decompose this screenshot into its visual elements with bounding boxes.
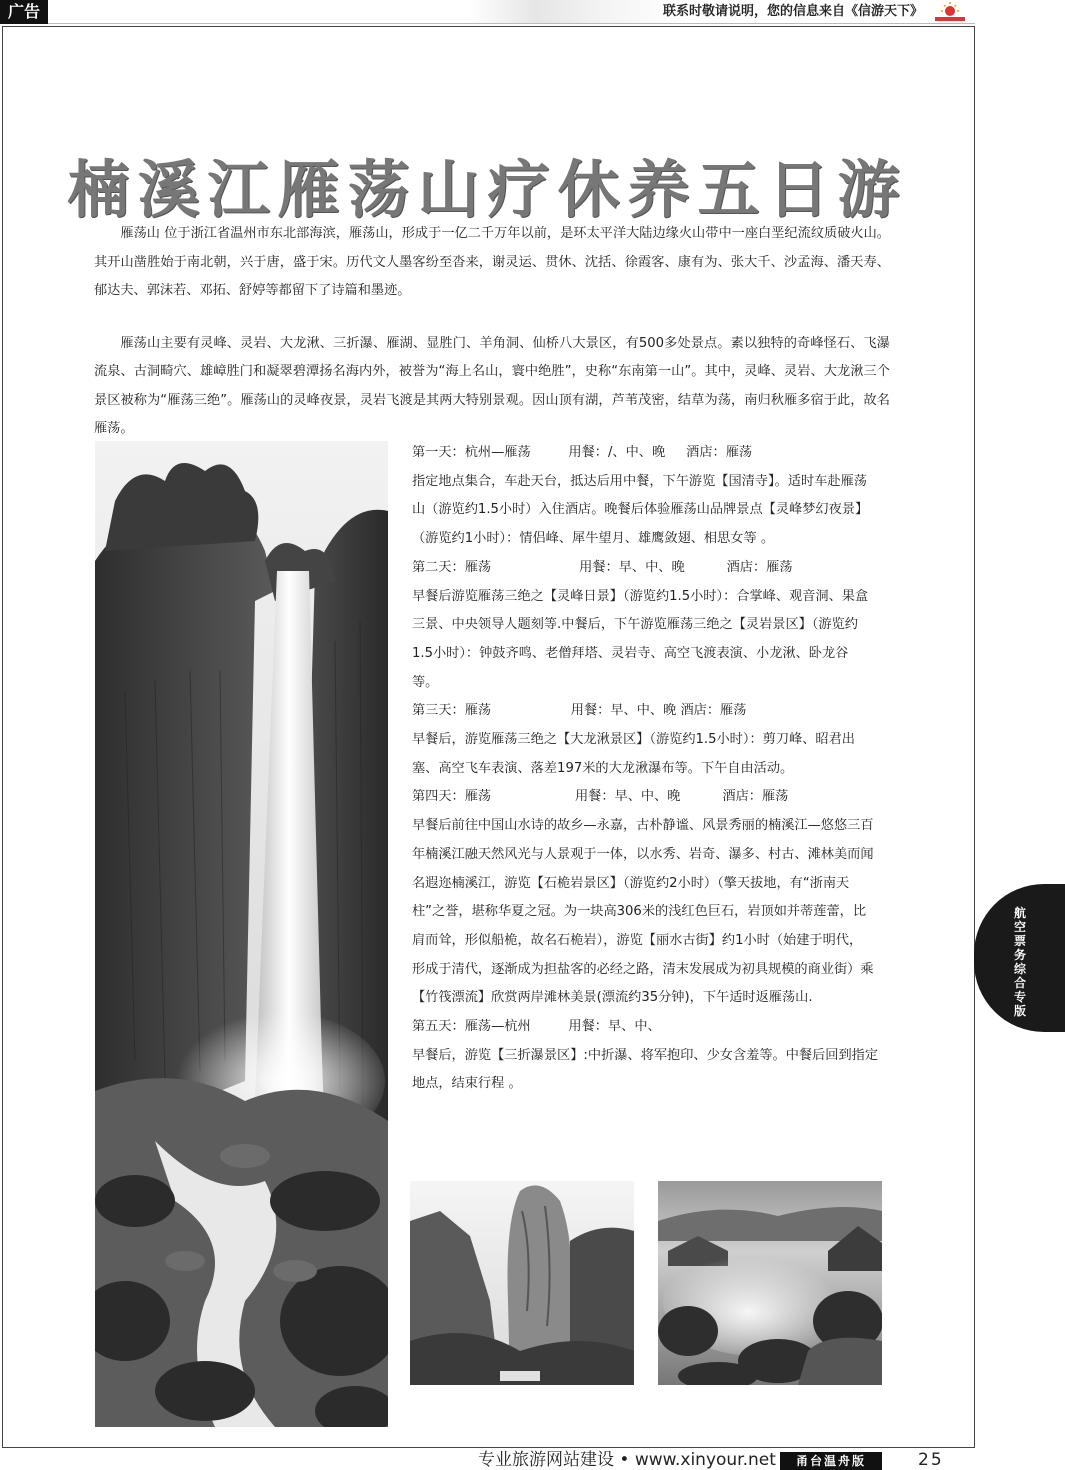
itinerary-line: 第一天：杭州—雁荡 用餐：/、中、晚 酒店：雁荡 <box>412 445 753 460</box>
itinerary-line: （游览约1小时）：情侣峰、犀牛望月、雄鹰敛翅、相思女等 。 <box>412 531 775 547</box>
garden-village-photo <box>658 1181 882 1385</box>
itinerary-line: 地点，结束行程 。 <box>412 1076 522 1092</box>
source-note: 联系时敬请说明，您的信息来自《信游天下》 <box>662 4 923 19</box>
itinerary-line: 等。 <box>412 674 439 690</box>
page-title: 楠溪江雁荡山疗休养五日游 <box>67 153 908 226</box>
intro-paragraph-1: 雁荡山 位于浙江省温州市东北部海滨，雁荡山，形成于一亿二千万年以前，是环太平洋大陆边缘火山带中一座白垩纪流纹质破火山。其开山凿胜始于南北朝，兴于唐，盛于宋。历代文人墨客纷至沓来，谢灵运、贯休、沈括、徐霞客、康有为、张大千、沙孟海、潘天寿、郁达夫、郭沫若、邓拓、舒婷等都留下了诗篇和墨迹。 <box>94 226 890 298</box>
footer <box>470 1450 900 1470</box>
xinyou-logo <box>929 1 971 23</box>
section-side-tab <box>974 884 1065 1032</box>
itinerary-line: 形成于清代，逐渐成为担盐客的必经之路，清末发展成为初具规模的商业街）乘 <box>412 961 874 977</box>
intro-paragraph-2: 雁荡山主要有灵峰、灵岩、大龙湫、三折瀑、雁湖、显胜门、羊角洞、仙桥八大景区，有500多处景点。素以独特的奇峰怪石、飞瀑流泉、古洞畸穴、雄嶂胜门和凝翠碧潭扬名海内外，被誉为“海上名山，寰中绝胜”，史称“东南第一山”。其中，灵峰、灵岩、大龙湫三个景区被称为“雁荡三绝”。雁荡山的灵峰夜景，灵岩飞渡是其两大特别景观。因山顶有湖，芦苇茂密，结草为荡，南归秋雁多宿于此，故名雁荡。 <box>94 335 890 436</box>
ad-tag: 广告 <box>0 0 48 24</box>
itinerary-line: 第三天：雁荡 用餐：早、中、晚 酒店：雁荡 <box>412 703 747 719</box>
rock-peak-photo <box>410 1181 634 1385</box>
itinerary-line: 三景、中央领导人题刻等.中餐后，下午游览雁荡三绝之【灵岩景区】（游览约 <box>412 617 858 633</box>
itinerary-line: 第四天：雁荡 用餐：早、中、晚 酒店：雁荡 <box>412 789 789 805</box>
itinerary-line: 指定地点集合，车赴天台，抵达后用中餐，下午游览【国清寺】。适时车赴雁荡 <box>412 473 867 489</box>
itinerary-line: 早餐后，游览【三折瀑景区】:中折瀑、将军抱印、少女含羞等。中餐后回到指定 <box>412 1047 879 1063</box>
itinerary-line: 早餐后游览雁荡三绝之【灵峰日景】（游览约1.5小时）：合掌峰、观音洞、果盒 <box>412 588 869 604</box>
itinerary-line: 名遐迩楠溪江，游览【石桅岩景区】（游览约2小时）（擎天拔地，有“浙南天 <box>412 875 850 891</box>
itinerary-line: 1.5小时）：钟鼓齐鸣、老僧拜塔、灵岩寺、高空飞渡表演、小龙湫、卧龙谷 <box>412 645 849 661</box>
edition-badge: 甬台温舟版 <box>780 1452 882 1470</box>
itinerary-line: 早餐后前往中国山水诗的故乡—永嘉，古朴静谧、风景秀丽的楠溪江—悠悠三百 <box>412 818 874 834</box>
side-tab-label: 航空票务综合专版 <box>1013 906 1026 1018</box>
itinerary-line: 年楠溪江融天然风光与人景观于一体，以水秀、岩奇、瀑多、村古、滩林美而闻 <box>412 846 874 862</box>
page-number: 25 <box>918 1450 944 1470</box>
waterfall-photo <box>95 441 388 1427</box>
itinerary-line: 山（游览约1.5小时）入住酒店。晚餐后体验雁荡山品牌景点【灵峰梦幻夜景】 <box>412 502 869 518</box>
itinerary-line: 第五天：雁荡—杭州 用餐：早、中、 <box>412 1019 661 1035</box>
itinerary-line: 柱”之誉，堪称华夏之冠。为一块高306米的浅红色巨石，岩顶如并蒂莲蕾，比 <box>412 904 866 920</box>
itinerary-line: 塞、高空飞车表演、落差197米的大龙湫瀑布等。下午自由活动。 <box>412 760 794 776</box>
itinerary-line: 肩而耸，形似船桅，故名石桅岩），游览【丽水古街】约1小时（始建于明代， <box>412 932 863 948</box>
itinerary <box>412 439 888 1099</box>
footer-slogan: 专业旅游网站建设 • www.xinyour.net <box>478 1450 776 1470</box>
itinerary-line: 早餐后，游览雁荡三绝之【大龙湫景区】（游览约1.5小时）：剪刀峰、昭君出 <box>412 732 855 748</box>
intro-text <box>94 220 890 444</box>
header-bar <box>0 0 975 24</box>
itinerary-line: 【竹筏漂流】欣赏两岸滩林美景(漂流约35分钟)，下午适时返雁荡山. <box>412 990 813 1006</box>
itinerary-line: 第二天：雁荡 用餐：早、中、晚 酒店：雁荡 <box>412 559 793 575</box>
